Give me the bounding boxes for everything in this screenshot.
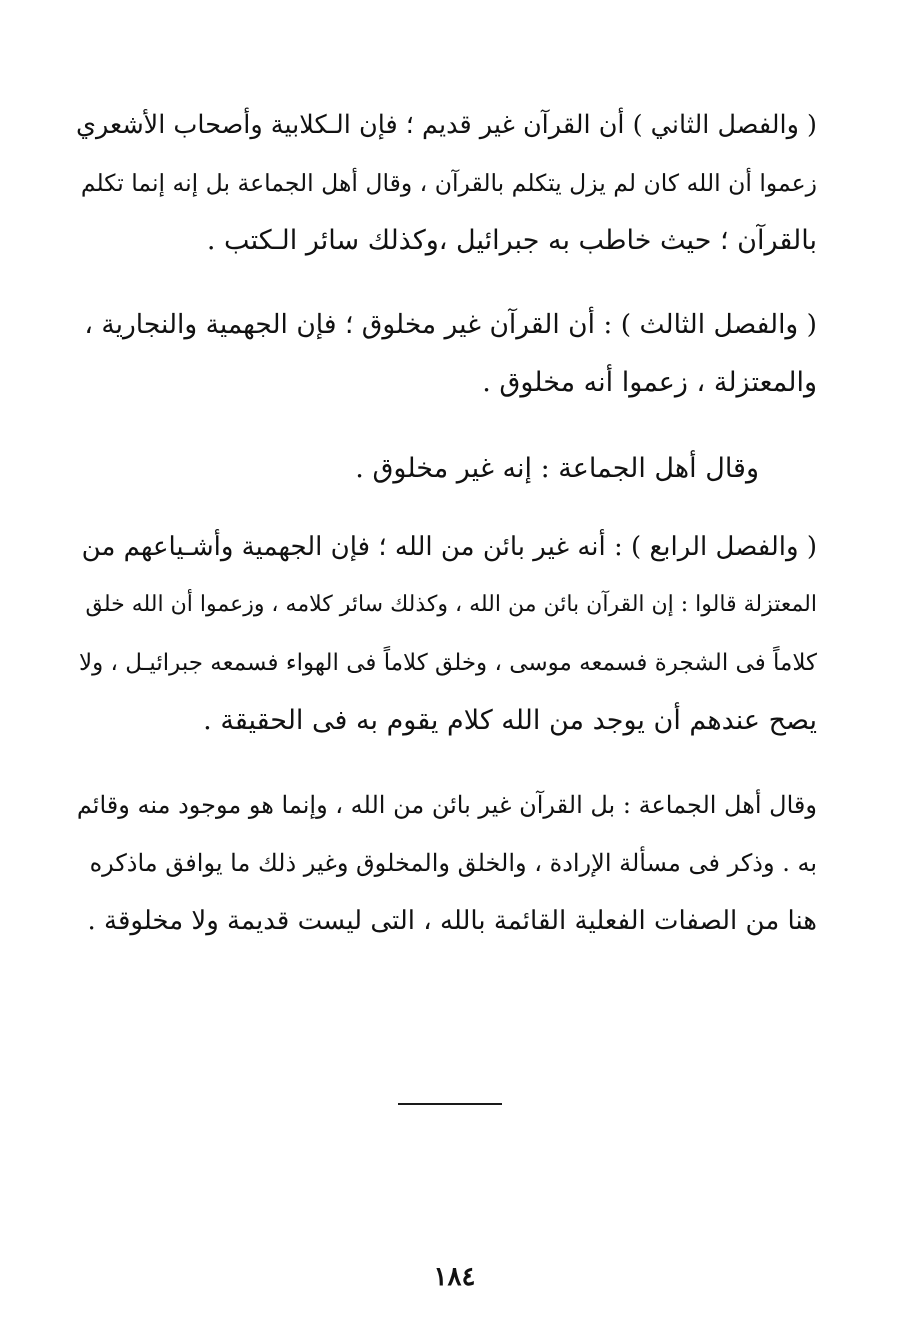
text-line: يصح عندهم أن يوجد من الله كلام يقوم به فى الحقيقة . [203,705,817,736]
text-line: به . وذكر فى مسألة الإرادة ، والخلق والمخلوق وغير ذلك ما يوافق ماذكره [89,849,817,877]
text-line: ( والفصل الثالث ) : أن القرآن غير مخلوق ؛ فإن الجهمية والنجارية ، [84,309,817,340]
paragraph-jamaa-response [76,776,817,950]
text-line: ( والفصل الثاني ) أن القرآن غير قديم ؛ فإن الـكلابية وأصحاب الأشعري [75,110,817,140]
text-line: ( والفصل الرابع ) : أنه غير بائن من الله ؛ فإن الجهمية وأشـياعهم من [81,532,817,562]
paragraph-second-chapter [76,96,817,270]
text-line: كلاماً فى الشجرة فسمعه موسى ، وخلق كلاماً فى الهواء فسمعه جبرائيـل ، ولا [78,650,817,676]
text-line: المعتزلة قالوا : إن القرآن بائن من الله ، وكذلك سائر كلامه ، وزعموا أن الله خلق [85,592,817,617]
text-line: وقال أهل الجماعة : بل القرآن غير بائن من الله ، وإنما هو موجود منه وقائم [76,791,817,819]
paragraph-third-chapter [76,296,817,412]
paragraph-fourth-chapter [76,518,817,750]
paragraph-jamaa-statement [76,440,817,498]
text-line: هنا من الصفات الفعلية القائمة بالله ، التى ليست قديمة ولا مخلوقة . [87,906,817,936]
text-line: بالقرآن ؛ حيث خاطب به جبرائيل ،وكذلك سائر الـكتب . [206,225,817,256]
text-line: وقال أهل الجماعة : إنه غير مخلوق . [355,453,759,484]
footer-divider [398,1103,502,1105]
text-line: والمعتزلة ، زعموا أنه مخلوق . [482,367,817,398]
text-line: زعموا أن الله كان لم يزل يتكلم بالقرآن ، وقال أهل الجماعة بل إنه إنما تكلم [80,169,817,197]
page-number: ١٨٤ [433,1262,476,1292]
